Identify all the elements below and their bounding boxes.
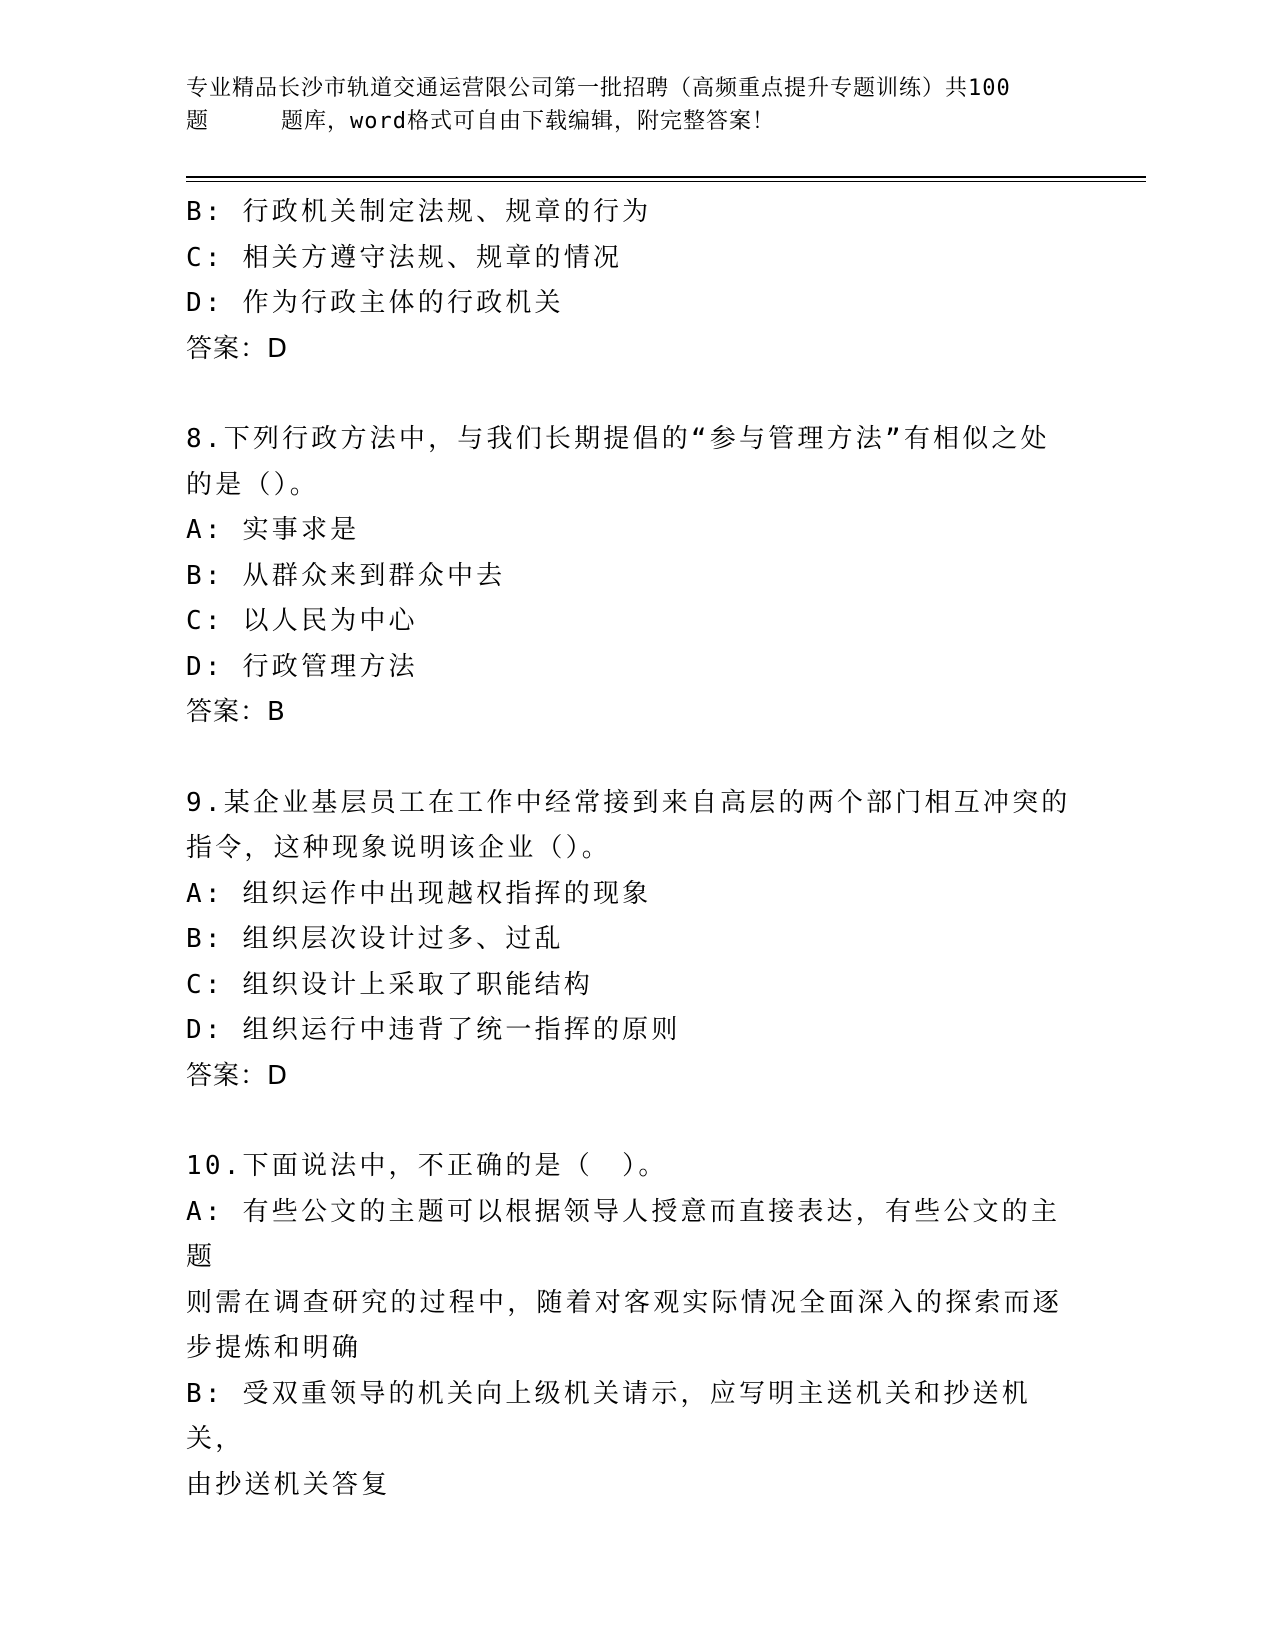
answer-line: 答案：D: [186, 333, 289, 364]
document-body: [186, 190, 1086, 1508]
header-title-line-2: [186, 105, 1086, 138]
header-line-2-right: 题库，word格式可自由下载编辑，附完整答案！: [281, 109, 775, 134]
question-block-9: [186, 781, 1086, 1100]
answer-line: 答案：B: [186, 697, 286, 727]
header-divider-thick: [186, 176, 1146, 178]
header-title-line-1: 专业精品长沙市轨道交通运营限公司第一批招聘（高频重点提升专题训练）共100: [186, 76, 1011, 101]
header-line-2-left: 题: [186, 109, 210, 134]
question-stem-line: 的是（）。: [186, 469, 320, 500]
option-line: 则需在调查研究的过程中，随着对客观实际情况全面深入的探索而逐: [186, 1287, 1063, 1318]
header-divider-thin: [186, 181, 1146, 182]
answer-line: 答案：D: [186, 1060, 289, 1091]
option-line: C: 组织设计上采取了职能结构: [186, 969, 593, 1000]
block-spacer: [186, 736, 1086, 781]
block-spacer: [186, 1099, 1086, 1144]
option-line: D: 组织运行中违背了统一指挥的原则: [186, 1015, 681, 1045]
option-line: A: 组织运作中出现越权指挥的现象: [186, 878, 652, 909]
option-line: C: 相关方遵守法规、规章的情况: [186, 242, 623, 273]
option-line: D: 行政管理方法: [186, 651, 418, 682]
question-block-10: [186, 1144, 1086, 1508]
option-line: B: 组织层次设计过多、过乱: [186, 924, 564, 954]
block-spacer: [186, 372, 1086, 417]
option-line: A: 实事求是: [186, 515, 360, 545]
option-line: D: 作为行政主体的行政机关: [186, 288, 564, 318]
question-block-7: [186, 190, 1086, 372]
option-line: B: 从群众来到群众中去: [186, 560, 506, 591]
question-block-8: [186, 417, 1086, 736]
option-line: 由抄送机关答复: [186, 1469, 391, 1500]
question-stem-line: 指令，这种现象说明该企业（）。: [186, 833, 612, 863]
option-line: B: 行政机关制定法规、规章的行为: [186, 197, 652, 227]
page-header: [186, 72, 1086, 138]
option-line: C: 以人民为中心: [186, 606, 418, 636]
header-gap: [209, 105, 281, 138]
option-line: 步提炼和明确: [186, 1333, 362, 1363]
option-line: A: 有些公文的主题可以根据领导人授意而直接表达，有些公文的主题: [186, 1196, 1061, 1272]
question-stem-line: 10.下面说法中，不正确的是（ ）。: [186, 1151, 668, 1181]
question-stem-line: 8.下列行政方法中，与我们长期提倡的“参与管理方法”有相似之处: [186, 424, 1050, 454]
option-line: B: 受双重领导的机关向上级机关请示，应写明主送机关和抄送机关，: [186, 1378, 1031, 1454]
question-stem-line: 9.某企业基层员工在工作中经常接到来自高层的两个部门相互冲突的: [186, 787, 1071, 818]
